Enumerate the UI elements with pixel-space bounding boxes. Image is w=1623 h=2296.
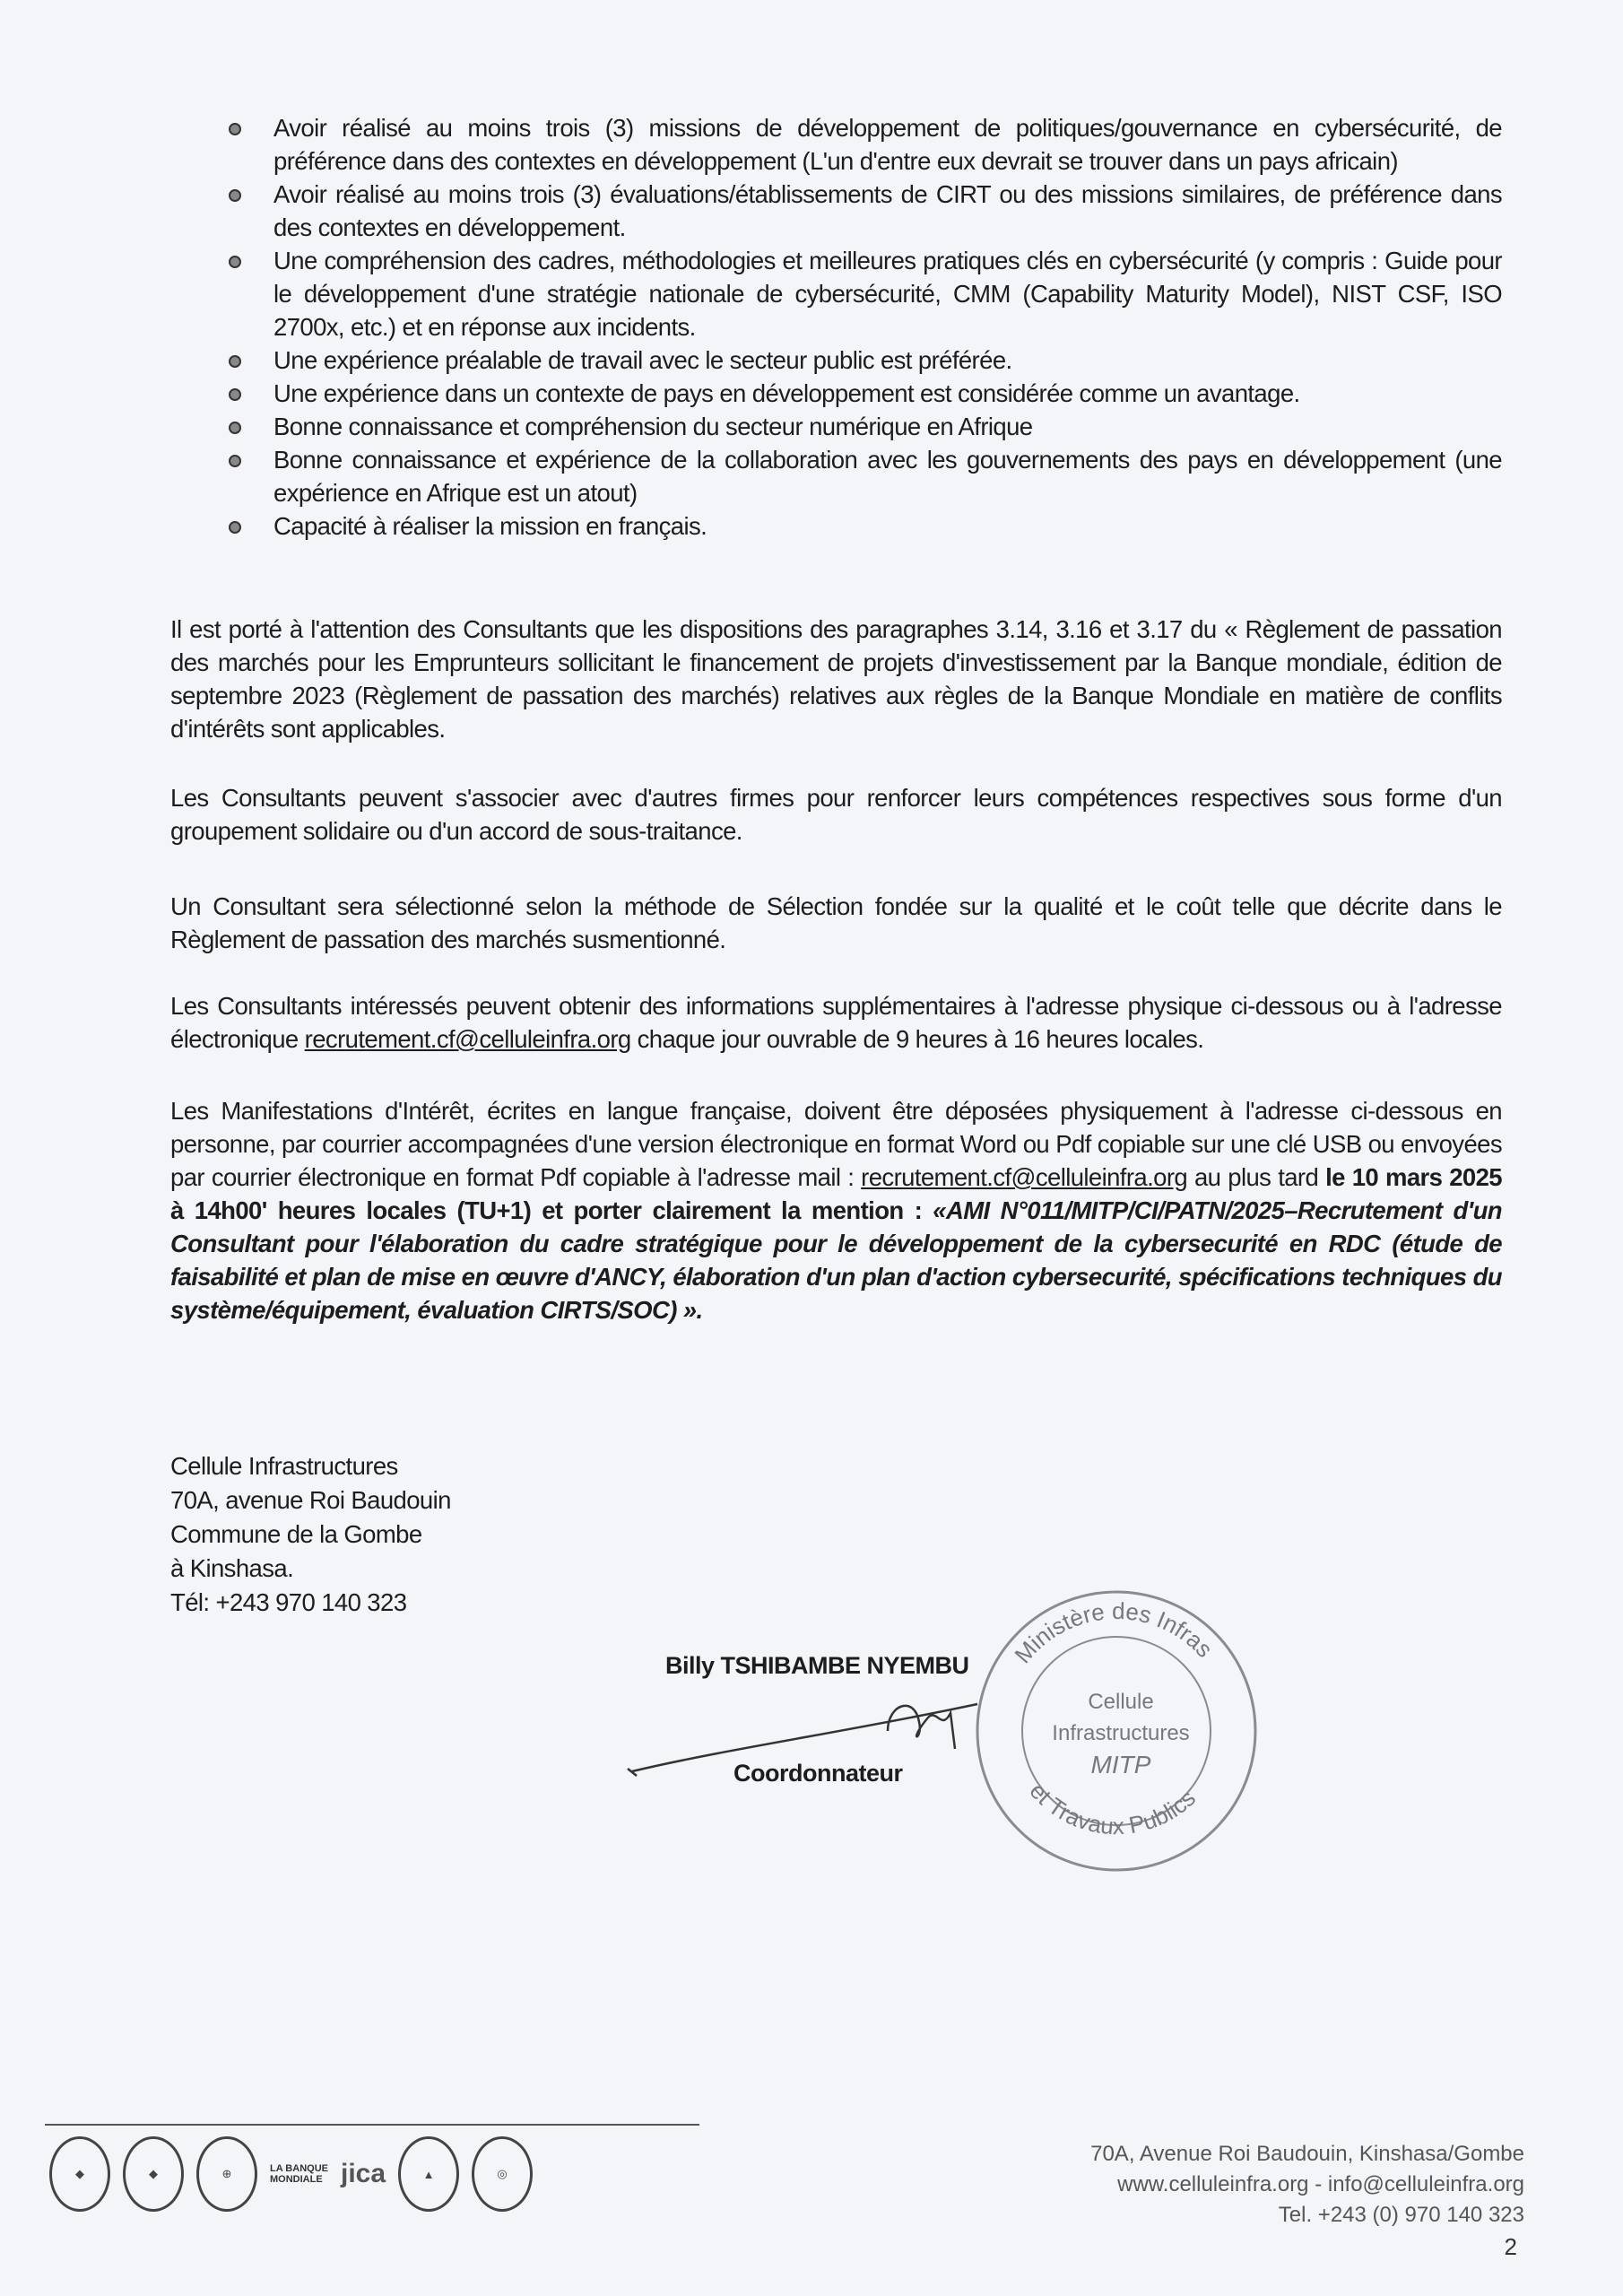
email-link[interactable]: recrutement.cf@celluleinfra.org xyxy=(304,1025,631,1053)
world-bank-globe-logo: ⊕ xyxy=(196,2136,257,2212)
world-bank-logo-text: LA BANQUE MONDIALE xyxy=(270,2163,328,2185)
list-item: Avoir réalisé au moins trois (3) missions de développement de politiques/gouvernance en cybersécurité, de préférence dans des contextes en développement (L'un d'entre eux devrait se trouver dans un pays africain) xyxy=(170,111,1502,178)
email-link[interactable]: recrutement.cf@celluleinfra.org xyxy=(861,1163,1188,1191)
text: au plus tard xyxy=(1187,1163,1319,1191)
address-block xyxy=(170,1449,451,1620)
list-item: Une expérience préalable de travail avec le secteur public est préférée. xyxy=(170,344,1502,377)
reference-mention: «AMI N°011/MITP/CI/PATN/2025–Recrutement d'un Consultant pour l'élaboration du cadre stratégique pour le développement de la cybersecurité en RDC (étude de faisabilité et plan de mise en œuvre d'ANCY, élaboration d'un plan d'action cybersecurité, spécifications techniques du système/équipement, évaluation CIRTS/SOC) ». xyxy=(170,1196,1503,1324)
address-line: 70A, avenue Roi Baudouin xyxy=(170,1486,451,1514)
svg-text:MITP: MITP xyxy=(1090,1751,1151,1779)
list-item: Une expérience dans un contexte de pays en développement est considérée comme un avantage. xyxy=(170,377,1502,410)
page-number: 2 xyxy=(1504,2233,1517,2260)
footer-address: 70A, Avenue Roi Baudouin, Kinshasa/Gombe xyxy=(1090,2142,1524,2166)
list-item: Capacité à réaliser la mission en français. xyxy=(170,509,1502,543)
list-item: Bonne connaissance et compréhension du secteur numérique en Afrique xyxy=(170,410,1502,443)
afdb-logo: ◆ xyxy=(49,2136,110,2212)
address-line: Cellule Infrastructures xyxy=(170,1452,398,1480)
paragraph-conflicts: Il est porté à l'attention des Consultants que les dispositions des paragraphes 3.14, 3.16 et 3.17 du « Règlement de passation des marchés pour les Emprunteurs sollicitant le financement de projets d'investissement par la Banque mondiale, édition de septembre 2023 (Règlement de passation des marchés) relatives aux règles de la Banque Mondiale en matière de conflits d'intérêts sont applicables. xyxy=(170,615,1502,743)
paragraph-selection: Un Consultant sera sélectionné selon la méthode de Sélection fondée sur la qualité et le coût telle que décrite dans le Règlement de passation des marchés susmentionné. xyxy=(170,892,1502,953)
ofid-logo: ◎ xyxy=(472,2136,533,2212)
footer-contact xyxy=(1090,2139,1524,2231)
svg-text:Ministère des Infras: Ministère des Infras xyxy=(1009,1596,1219,1669)
text: chaque jour ouvrable de 9 heures à 16 heures locales. xyxy=(630,1025,1204,1053)
address-line: à Kinshasa. xyxy=(170,1554,294,1582)
partner-logos xyxy=(49,2136,533,2212)
footer-web: www.celluleinfra.org - info@celluleinfra.org xyxy=(1117,2172,1524,2196)
paragraph-submission xyxy=(170,1094,1502,1326)
footer-tel: Tel. +243 (0) 970 140 323 xyxy=(1278,2203,1524,2227)
svg-text:Cellule: Cellule xyxy=(1088,1690,1154,1714)
deadline-text: le 10 mars 2025 à 14h00' heures locales (TU+1) et porter clairement la mention : xyxy=(170,1163,1502,1224)
svg-text:et Travaux Publics: et Travaux Publics xyxy=(1024,1777,1201,1840)
footer-divider xyxy=(45,2124,699,2126)
paragraph-information xyxy=(170,989,1502,1056)
badea-logo: ▲ xyxy=(398,2136,459,2212)
jica-logo: jica xyxy=(340,2159,386,2188)
address-line: Commune de la Gombe xyxy=(170,1520,422,1548)
text: Les Consultants intéressés peuvent obtenir des informations supplémentaires à l'adresse physique ci-dessous ou à l'adresse électronique xyxy=(170,992,1502,1053)
requirements-list xyxy=(170,111,1502,543)
paragraph-association: Les Consultants peuvent s'associer avec d'autres firmes pour renforcer leurs compétences respectives sous forme d'un groupement solidaire ou d'un accord de sous-traitance. xyxy=(170,784,1502,845)
address-line: Tél: +243 970 140 323 xyxy=(170,1588,407,1616)
list-item: Une compréhension des cadres, méthodologies et meilleures pratiques clés en cybersécurité (y compris : Guide pour le développement d'une stratégie nationale de cybersécurité, CMM (Capability Maturity Model), NIST CSF, ISO 2700x, etc.) et en réponse aux incidents. xyxy=(170,244,1502,344)
list-item: Bonne connaissance et expérience de la collaboration avec les gouvernements des pays en développement (une expérience en Afrique est un atout) xyxy=(170,443,1502,509)
signatory-name: Billy TSHIBAMBE NYEMBU xyxy=(665,1652,969,1679)
signatory-title: Coordonnateur xyxy=(733,1760,903,1787)
list-item: Avoir réalisé au moins trois (3) évaluations/établissements de CIRT ou des missions similaires, de préférence dans des contextes en développement. xyxy=(170,178,1502,244)
svg-text:Infrastructures: Infrastructures xyxy=(1052,1721,1190,1745)
text: Les Manifestations d'Intérêt, écrites en langue française, doivent être déposées physiquement à l'adresse ci-dessous en personne, par courrier accompagnées d'une version électronique en format Word ou Pdf copiable sur une clé USB ou envoyées par courrier électronique en format Pdf copiable à l'adresse mail : xyxy=(170,1097,1502,1191)
official-stamp xyxy=(968,1583,1264,1879)
afdf-logo: ◆ xyxy=(123,2136,184,2212)
